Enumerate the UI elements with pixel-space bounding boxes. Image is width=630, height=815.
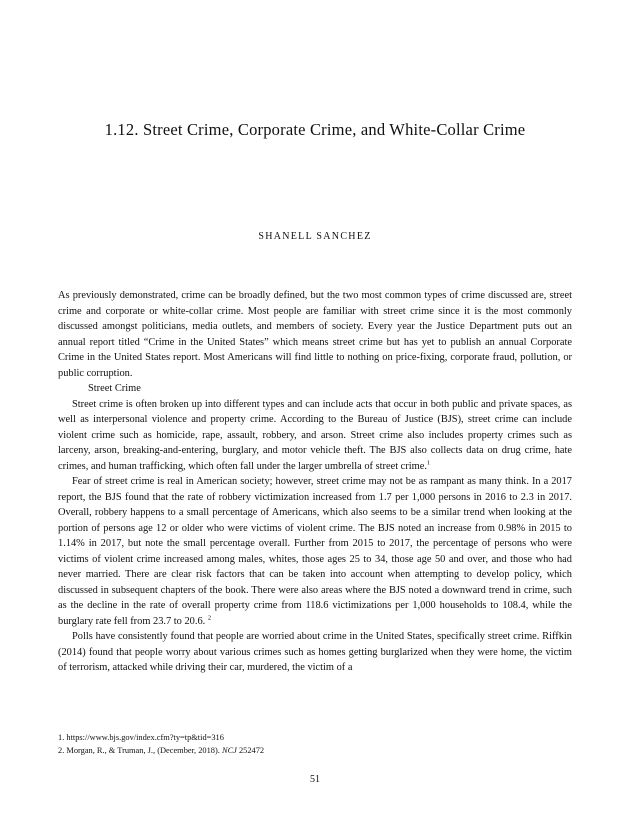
paragraph-intro: As previously demonstrated, crime can be broadly defined, but the two most common types of crime discussed are, street crime and corporate or white-collar crime. Most people are familiar with street crime since it is the most commonly discussed amongst politicians, media outlets, and members of society. Every year the Justice Department puts out an annual report titled “Crime in the United States” which means street crime but has yet to publish an annual Corporate Crime in the United States report. Most Americans will find little to nothing on price-fixing, corporate fraud, pollution, or public corruption.	[58, 290, 572, 379]
footnotes	[58, 732, 572, 757]
paragraph-polls: Polls have consistently found that people are worried about crime in the United States, specifically street crime. Riffkin (2014) found that people worry about various crimes such as homes getting burglarized when they were home, the victim of terrorism, attacked while driving their car, murdered, the victim of a	[58, 631, 572, 673]
footnote-2-italic: NCJ	[221, 745, 237, 755]
paragraph-street-crime-types	[58, 397, 572, 475]
paragraph-text: Street crime is often broken up into different types and can include acts that occur in both public and private spaces, as well as interpersonal violence and property crime. According to the Bureau of Justice (BJS), street crime can include violent crime such as homicide, rape, assault, robbery, and arson. Street crime also includes property crimes such as larceny, arson, breaking-and-entering, burglary, and motor vehicle theft. The BJS also collects data on drug crime, hate crimes, and human trafficking, which often fall under the larger umbrella of street crime.	[58, 398, 572, 472]
footnote-ref-1[interactable]: 1	[426, 459, 431, 467]
footnote-2	[58, 745, 572, 758]
paragraph-text: Fear of street crime is real in American society; however, street crime may not be as rampant as many think. In a 2017 report, the BJS found that the rate of robbery victimization increased from 1.7 per 1,000 persons in 2016 to 2.3 in 2017. Overall, robbery happens to a small percentage of Americans, which also seems to be a similar trend when looking at the portion of persons age 12 or older who were victims of violent crime. The BJS noted an increase from 0.98% in 2015 to 1.14% in 2017, but note the small percentage overall. Further from 2015 to 2017, the percentage of persons who were victims of violent crime increased among males, whites, those ages 25 to 34, those age 50 and over, and those who had never married. There are clear risk factors that can be taken into account when attempting to develop policy, which discussed in subsequent chapters of the book. There were also areas where the BJS noted a downward trend in crime, such as the decline in the rate of overall property crime from 118.6 victimizations per 1,000 households to 108.4, while the burglary rate fell from 23.7 to 20.6.	[58, 476, 572, 627]
body-text	[58, 288, 572, 676]
paragraph-fear-of-crime	[58, 474, 572, 629]
author-name: SHANELL SANCHEZ	[258, 231, 372, 242]
footnote-1: 1. https://www.bjs.gov/index.cfm?ty=tp&tid=316	[58, 733, 224, 742]
subheading-street-crime: Street Crime	[88, 383, 141, 394]
page-number: 51	[310, 774, 320, 785]
footnote-ref-2[interactable]: 2	[207, 614, 212, 622]
footnote-2-text: 2. Morgan, R., & Truman, J., (December, 2018).	[58, 745, 222, 755]
footnote-2-end: 252472	[236, 745, 265, 755]
chapter-title: 1.12. Street Crime, Corporate Crime, and White-Collar Crime	[104, 120, 526, 139]
